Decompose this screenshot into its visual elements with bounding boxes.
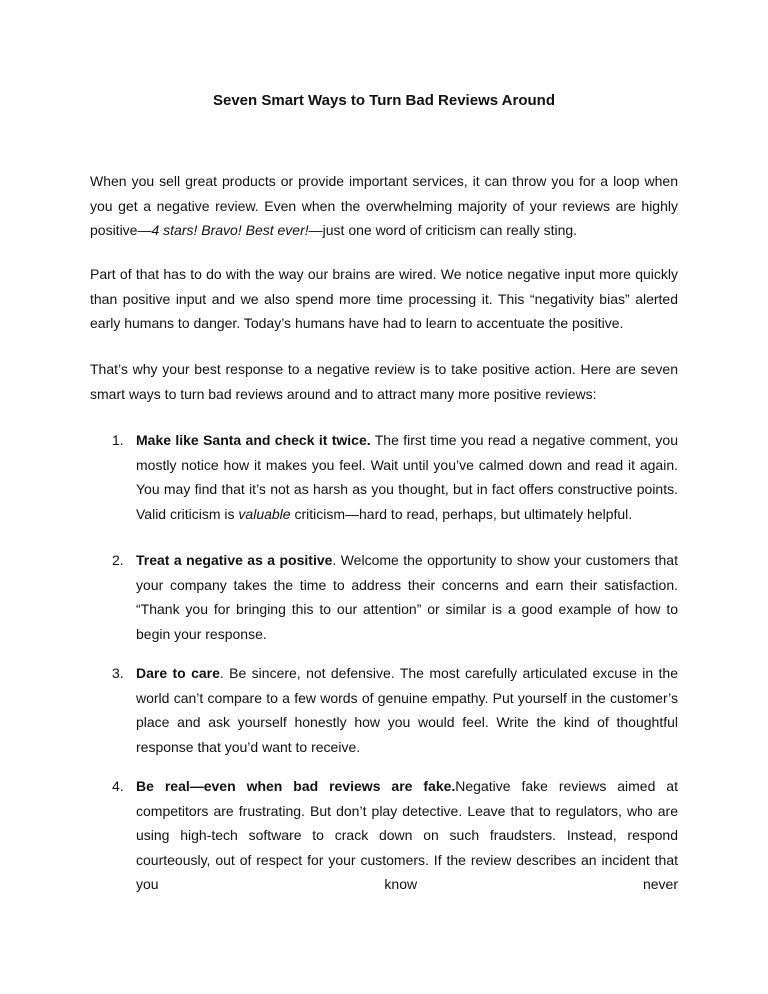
list-number: 2. [112, 552, 124, 568]
list-item-body [136, 548, 678, 646]
emphasis-text: valuable [238, 505, 291, 522]
list-item [112, 661, 678, 759]
emphasis-text: 4 stars! Bravo! Best ever! [151, 222, 309, 238]
list-item-text: The first time you read a negative comment, you mostly notice how it makes you feel. Wait until you’ve calmed down and read it again. You may find that it’s not as harsh as you thought, but in fact offers constructive points. Valid criticism is [136, 432, 678, 522]
list-item-text: . Welcome the opportunity to show your customers that your company takes the time to address their concerns and earn their satisfaction. “Thank you for bringing this to our attention” or similar is a good example of how to begin your response. [136, 552, 678, 642]
list-item-heading: Treat a negative as a positive [136, 552, 333, 568]
paragraph-text: —just one word of criticism can really sting. [308, 222, 578, 238]
list-item [112, 428, 678, 526]
document-title: Seven Smart Ways to Turn Bad Reviews Around [212, 92, 556, 109]
list-item-body [136, 774, 678, 897]
list-item [112, 774, 678, 897]
list-number: 1. [112, 432, 124, 448]
list-number: 4. [112, 778, 124, 794]
list-item [112, 548, 678, 646]
list-item-text: criticism—hard to read, perhaps, but ultimately helpful. [290, 505, 633, 522]
paragraph-text: When you sell great products or provide important services, it can throw you for a loop when you get a negative review. Even when the overwhelming majority of your reviews are highly positive— [90, 173, 678, 238]
list-item-body [136, 428, 678, 526]
paragraph-intro [90, 169, 678, 243]
list-item-text: Negative fake reviews aimed at competitors are frustrating. But don’t play detective. Leave that to regulators, who are using high-tech software to crack down on such fraudsters. Instead, respond courteously, out of respect for your customers. If the review describes an incident that you know never [136, 778, 678, 892]
paragraph-best-response: That’s why your best response to a negative review is to take positive action. Here are seven smart ways to turn bad reviews around and to attract many more positive reviews: [90, 361, 678, 402]
list-number: 3. [112, 665, 124, 681]
paragraph-negativity-bias: Part of that has to do with the way our brains are wired. We notice negative input more quickly than positive input and we also spend more time processing it. This “negativity bias” alerted early humans to danger. Today’s humans have had to learn to accentuate the positive. [90, 266, 678, 331]
list-item-heading: Be real—even when bad reviews are fake. [136, 778, 456, 794]
list-item-heading: Dare to care [136, 665, 220, 681]
list-item-body [136, 661, 678, 759]
list-item-text: . Be sincere, not defensive. The most carefully articulated excuse in the world can’t compare to a few words of genuine empathy. Put yourself in the customer’s place and ask yourself honestly how you would feel. Write the kind of thoughtful response that you’d want to receive. [136, 665, 678, 755]
list-item-heading: Make like Santa and check it twice. [136, 432, 371, 448]
